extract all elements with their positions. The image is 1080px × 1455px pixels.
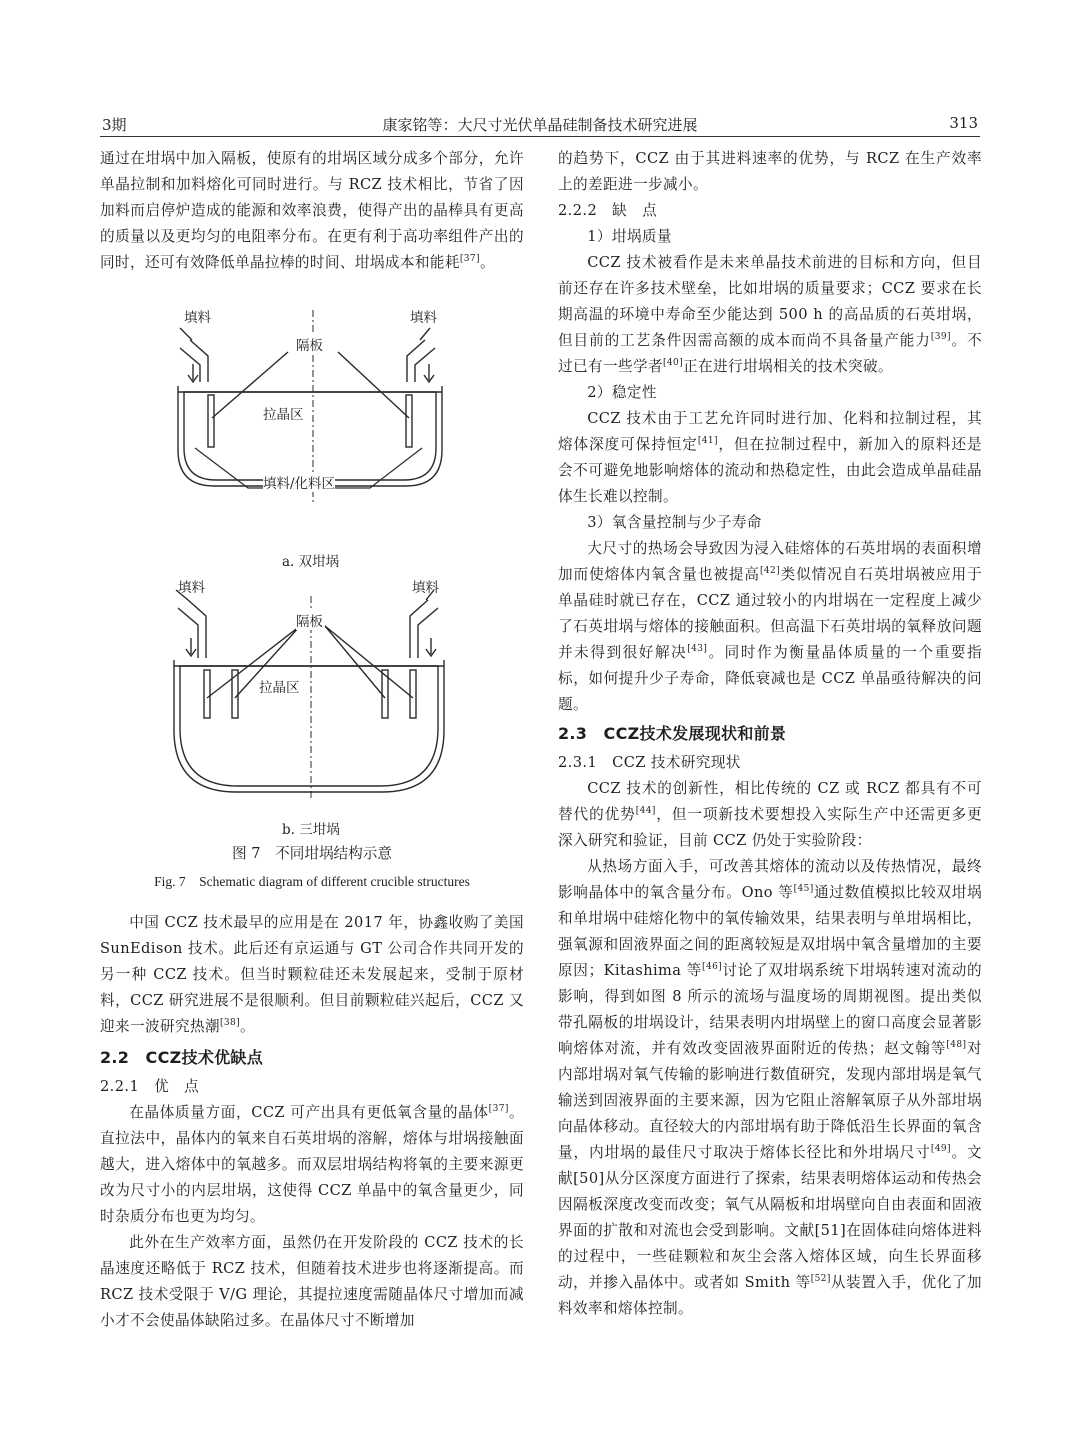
label-feed-left-a: 填料: [184, 310, 211, 326]
caption-b: b. 三坩埚: [282, 822, 340, 838]
item-oxygen-control: 3）氧含量控制与少子寿命: [587, 514, 762, 531]
label-melt-zone-a: 填料/化料区: [263, 472, 335, 492]
section-heading-2-3: 2.3 CCZ技术发展现状和前景: [558, 724, 787, 743]
subsection-heading-2-2-2: 2.2.2 缺 点: [558, 202, 658, 219]
right-paragraph-3: CCZ 技术由于工艺允许同时进行加、化料和拉制过程，其熔体深度可保持恒定[41]，但在拉制过程中，新加入的原料还是会不可避免地影响熔体的流动和热稳定性，由此会造成单晶硅晶体生长难以控制。: [558, 410, 982, 505]
feed-tube-left-b: [178, 600, 206, 658]
feed-arrow-left-a: [188, 364, 198, 382]
label-feed-right-b: 填料: [412, 580, 439, 596]
figure-caption-cn: 图 7 不同坩埚结构示意: [232, 845, 392, 862]
label-partition-b: 隔板: [296, 610, 323, 630]
figure-caption-en: Fig. 7 Schematic diagram of different crucible structures: [154, 874, 470, 889]
citation: [37]: [488, 1104, 509, 1115]
label-feed-right-a: 填料: [410, 310, 437, 326]
label-pull-zone-b: 拉晶区: [259, 676, 300, 696]
page-number: 313: [949, 114, 978, 132]
citation: [49]: [930, 1144, 951, 1155]
outer-crucible-b: [174, 660, 444, 792]
citation: [40]: [662, 358, 684, 369]
right-paragraph-6: 从热场方面入手，可改善其熔体的流动以及传热情况，最终影响晶体中的氧含量分布。Ono 等[45]通过数值模拟比较双坩埚和单坩埚中硅熔化物中的氧传输效果，结果表明与单坩埚相比，强氧源和固液界面之间的距离较短是双坩埚中氧含量增加的主要原因；Kitashima 等[46]讨论了双坩埚系统下坩埚转速对流动的影响，得到如图 8 所示的流场与温度场的周期视图。提出类似带孔隔板的坩埚设计，结果表明内坩埚壁上的窗口高度会显著影响熔体对流，并有效改变固液界面附近的传热；赵文翰等[48]对内部坩埚对氧气传输的影响进行数值研究，发现内部坩埚是氧气输送到固液界面的主要来源，因为它阻止溶解氧原子从外部坩埚向晶体移动。直径较大的内部坩埚有助于降低沿生长界面的氧含量，内坩埚的最佳尺寸取决于熔体长径比和外坩埚尺寸[49]。文献[50]从分区深度方面进行了探索，结果表明熔体运动和传热会因隔板深度改变而改变；氧气从隔板和坩埚壁向自由表面和固液界面的扩散和对流也会受到影响。文献[51]在固体硅向熔体进料的过程中，一些硅颗粒和灰尘会落入熔体区域，向生长界面移动，并掺入晶体中。或者如 Smith 等[52]从装置入手，优化了加料效率和熔体控制。: [558, 858, 982, 1317]
left-paragraph-2: 中国 CCZ 技术最早的应用是在 2017 年，协鑫收购了美国 SunEdison 技术。此后还有京运通与 GT 公司合作共同开发的另一种 CCZ 技术。但当时颗粒硅还未发展起来，受制于原材料，CCZ 研究进展不是很顺利。但目前颗粒硅兴起后，CCZ 又迎来一波研究热潮[38]。: [100, 914, 524, 1035]
header-rule: [100, 136, 980, 137]
running-header: [100, 112, 980, 138]
label-pull-zone-a: 拉晶区: [263, 403, 304, 423]
label-partition-a: 隔板: [296, 334, 323, 354]
citation: [46]: [702, 962, 723, 973]
subsection-heading-2-3-1: 2.3.1 CCZ 技术研究现状: [558, 754, 741, 771]
item-stability: 2）稳定性: [587, 384, 657, 401]
citation: [41]: [697, 436, 718, 447]
crucible-diagram: [100, 300, 530, 900]
feed-leader-b: [176, 590, 434, 600]
citation: [42]: [759, 566, 781, 577]
right-column: [558, 146, 982, 1322]
feed-arrow-right-a: [424, 364, 434, 382]
right-paragraph-4: 大尺寸的热场会导致因为浸入硅熔体的石英坩埚的表面积增加而使熔体内氧含量也被提高[42]类似情况自石英坩埚被应用于单晶硅时就已存在，CCZ 通过较小的内坩埚在一定程度上减少了石英坩埚与熔体的接触面积。但高温下石英坩埚的氧释放问题并未得到很好解决[43]。同时作为衡量晶体质量的一个重要指标，如何提升少子寿命，降低衰减也是 CCZ 单晶亟待解决的问题。: [558, 540, 983, 713]
left-paragraph-3: 在晶体质量方面，CCZ 可产出具有更低氧含量的晶体[37]。直拉法中，晶体内的氧来自石英坩埚的溶解，熔体与坩埚接触面越大，进入熔体中的氧越多。而双层坩埚结构将氧的主要来源更改为尺寸小的内层坩埚，这使得 CCZ 单晶中的氧含量更少，同时杂质分布也更为均匀。: [100, 1104, 524, 1225]
left-paragraph-4: 此外在生产效率方面，虽然仍在开发阶段的 CCZ 技术的长晶速度还略低于 RCZ 技术，但随着技术进步也将逐渐提高。而 RCZ 技术受限于 V/G 理论，其提拉速度需随晶体尺寸增加而减小才不会使晶体缺陷过多。在晶体尺寸不断增加: [100, 1234, 524, 1329]
citation: [52]: [810, 1274, 831, 1285]
figure-7: [100, 300, 530, 900]
feed-tube-right-b: [410, 600, 438, 658]
right-paragraph-5: CCZ 技术的创新性，相比传统的 CZ 或 RCZ 都具有不可替代的优势[44]，但一项新技术要想投入实际生产中还需更多更深入研究和验证，目前 CCZ 仍处于实验阶段：: [558, 780, 982, 849]
outer-crucible-inner-b: [180, 666, 438, 786]
feed-tube-left-a: [180, 340, 208, 382]
citation: [43]: [687, 644, 708, 655]
right-paragraph-1: 的趋势下，CCZ 由于其进料速率的优势，与 RCZ 在生产效率上的差距进一步减小。: [558, 150, 982, 193]
callout-lines-a: [212, 352, 409, 418]
citation: [48]: [946, 1040, 967, 1051]
partition-right-a: [406, 395, 412, 447]
outer-crucible-a: [178, 386, 442, 486]
left-paragraph-1: 通过在坩埚中加入隔板，使原有的坩埚区域分成多个部分，允许单晶拉制和加料熔化可同时进行。与 RCZ 技术相比，节省了因加料而启停炉造成的能源和效率浪费，使得产出的晶棒具有更高的质量以及更均匀的电阻率分布。在更有利于高功率组件产出的同时，还可有效降低单晶拉棒的时间、坩埚成本和能耗[37]。: [100, 150, 524, 271]
left-column-top: [100, 146, 524, 276]
section-heading-2-2: 2.2 CCZ技术优缺点: [100, 1048, 264, 1067]
feed-tube-right-a: [407, 340, 435, 382]
running-title: 康家铭等：大尺寸光伏单晶硅制备技术研究进展: [382, 116, 698, 134]
right-paragraph-2: CCZ 技术被看作是未来单晶技术前进的目标和方向，但目前还存在许多技术壁垒，比如坩埚的质量要求；CCZ 要求在长期高温的环境中寿命至少能达到 500 h 的高品质的石英坩埚，但目前的工艺条件因需高额的成本而尚不具备量产能力[39]。不过已有一些学者[40]正在进行坩埚相关的技术突破。: [558, 254, 982, 375]
citation: [39]: [930, 332, 951, 343]
citation: [44]: [635, 806, 656, 817]
label-feed-left-b: 填料: [178, 580, 205, 596]
subsection-heading-2-2-1: 2.2.1 优 点: [100, 1078, 200, 1095]
caption-a: a. 双坩埚: [282, 554, 340, 570]
partition-left-a: [208, 395, 214, 447]
citation: [38]: [219, 1018, 241, 1029]
partition-4-b: [410, 670, 416, 718]
issue-number: 3期: [102, 116, 127, 134]
item-crucible-quality: 1）坩埚质量: [587, 228, 672, 245]
partition-1-b: [204, 670, 210, 718]
feed-arrow-right-b: [426, 638, 436, 656]
citation: [37]: [459, 254, 480, 265]
feed-arrow-left-b: [186, 638, 196, 656]
citation: [45]: [793, 884, 814, 895]
left-column-bottom: [100, 910, 524, 1334]
